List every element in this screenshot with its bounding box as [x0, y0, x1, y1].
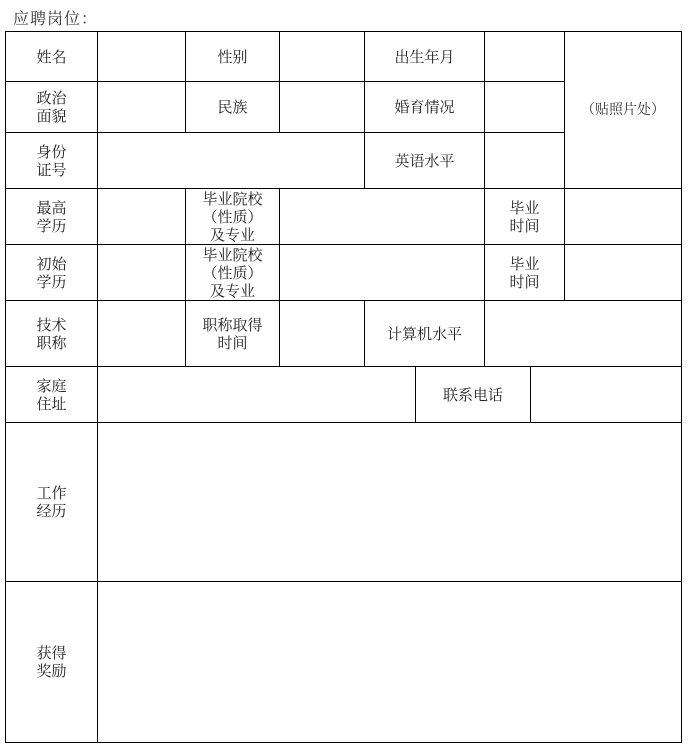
initial-grad-time-field[interactable]	[564, 244, 682, 301]
phone-field[interactable]	[530, 366, 682, 423]
initial-edu-label: 初始 学历	[5, 244, 98, 301]
initial-school-field[interactable]	[279, 244, 485, 301]
grad-time-label: 毕业 时间	[484, 188, 565, 245]
title-time-label: 职称取得 时间	[185, 300, 280, 367]
birth-label: 出生年月	[364, 31, 485, 82]
id-card-field[interactable]	[97, 132, 365, 189]
highest-edu-label: 最高 学历	[5, 188, 98, 245]
work-history-field[interactable]	[97, 422, 682, 582]
awards-field[interactable]	[97, 581, 682, 743]
title-time-field[interactable]	[279, 300, 365, 367]
address-label: 家庭 住址	[5, 366, 98, 423]
initial-edu-field[interactable]	[97, 244, 186, 301]
awards-label: 获得 奖励	[5, 581, 98, 743]
tech-title-field[interactable]	[97, 300, 186, 367]
computer-field[interactable]	[484, 300, 682, 367]
name-label: 姓名	[5, 31, 98, 82]
tech-title-label: 技术 职称	[5, 300, 98, 367]
marital-label: 婚育情况	[364, 81, 485, 133]
highest-edu-field[interactable]	[97, 188, 186, 245]
gender-field[interactable]	[279, 31, 365, 82]
computer-label: 计算机水平	[364, 300, 485, 367]
photo-area[interactable]: （贴照片处）	[564, 31, 682, 189]
id-card-label: 身份 证号	[5, 132, 98, 189]
gender-label: 性别	[185, 31, 280, 82]
birth-field[interactable]	[484, 31, 565, 82]
marital-field[interactable]	[484, 81, 565, 133]
ethnicity-label: 民族	[185, 81, 280, 133]
initial-grad-time-label: 毕业 时间	[484, 244, 565, 301]
address-field[interactable]	[97, 366, 416, 423]
work-history-label: 工作 经历	[5, 422, 98, 582]
phone-label: 联系电话	[415, 366, 531, 423]
position-label: 应聘岗位：	[13, 9, 99, 28]
school-field[interactable]	[279, 188, 485, 245]
english-field[interactable]	[484, 132, 565, 189]
politics-field[interactable]	[97, 81, 186, 133]
politics-label: 政治 面貌	[5, 81, 98, 133]
english-label: 英语水平	[364, 132, 485, 189]
name-field[interactable]	[97, 31, 186, 82]
school-label: 毕业院校 （性质） 及专业	[185, 188, 280, 245]
initial-school-label: 毕业院校 （性质） 及专业	[185, 244, 280, 301]
grad-time-field[interactable]	[564, 188, 682, 245]
ethnicity-field[interactable]	[279, 81, 365, 133]
